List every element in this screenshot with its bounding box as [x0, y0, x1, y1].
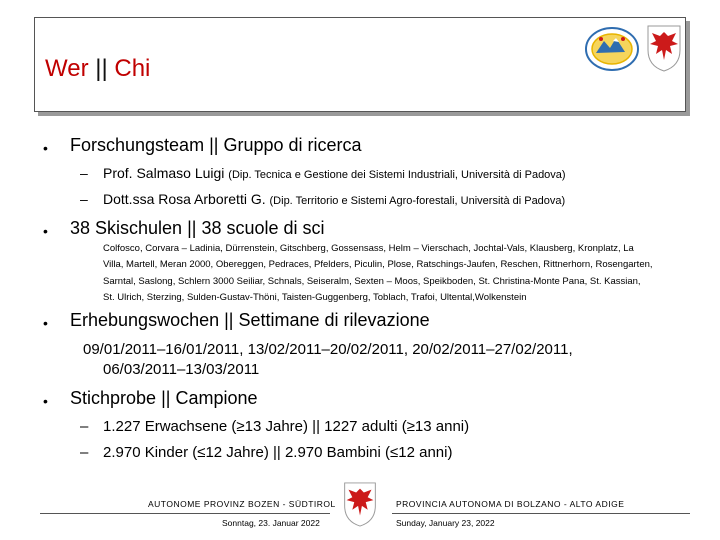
sample-heading [70, 388, 258, 409]
ski-schools-line: Villa, Martell, Meran 2000, Obereggen, Pedraces, Pfelders, Piculin, Plose, Ratschings-Jaufen, Reschen, Rittnerhorn, Rosengarten, [103, 259, 653, 271]
survey-weeks-heading [70, 310, 430, 331]
title-it: Chi [114, 55, 151, 82]
research-member [103, 191, 565, 207]
survey-weeks-de: Erhebungswochen [70, 310, 220, 330]
survey-dates-line: 09/01/2011–16/01/2011, 13/02/2011–20/02/2011, 20/02/2011–27/02/2011, [83, 341, 573, 358]
bullet-dot-icon: • [43, 223, 48, 239]
ski-schools-it: 38 scuole di sci [201, 218, 325, 238]
dash-icon: – [80, 444, 89, 461]
member-name: Dott.ssa Rosa Arboretti G. [103, 191, 266, 207]
footer-org-de: AUTONOME PROVINZ BOZEN - SÜDTIROL [148, 499, 336, 509]
ski-schools-line: Sarntal, Saslong, Schlern 3000 Seiliar, Schnals, Seiseralm, Sexten – Moos, Speikboden, St. Christina-Monte Pana, St. Kassian, [103, 275, 641, 287]
ski-schools-line: Colfosco, Corvara – Ladinia, Dürrenstein, Gitschberg, Gossensass, Helm – Vierschach, Jochtal-Vals, Klausberg, Kronplatz, La [103, 243, 634, 254]
survey-dates-line: 06/03/2011–13/03/2011 [103, 361, 260, 378]
eagle-coat-of-arms-icon [342, 481, 378, 527]
ski-schools-heading [70, 218, 325, 239]
footer-date-it: Sunday, January 23, 2022 [396, 518, 495, 528]
sample-separator: || [161, 388, 171, 408]
page-title [45, 55, 150, 83]
research-team-heading [70, 135, 362, 156]
survey-dates [83, 340, 663, 380]
sample-it: Campione [175, 388, 258, 408]
ski-schools-de: 38 Skischulen [70, 218, 183, 238]
ski-schools-separator: || [187, 218, 197, 238]
title-separator: || [95, 55, 108, 82]
survey-weeks-separator: || [224, 310, 234, 330]
footer-divider-left [40, 513, 330, 514]
association-logo [585, 27, 639, 71]
dash-icon: – [80, 191, 88, 207]
sample-de: Stichprobe [70, 388, 157, 408]
bullet-dot-icon: • [43, 315, 48, 331]
footer-divider-right [392, 513, 690, 514]
dash-icon: – [80, 418, 89, 435]
title-de: Wer [45, 55, 89, 82]
member-affiliation: (Dip. Territorio e Sistemi Agro-forestali, Università di Padova) [269, 195, 566, 207]
research-team-it: Gruppo di ricerca [223, 135, 362, 155]
sample-item: 1.227 Erwachsene (≥13 Jahre) || 1227 adulti (≥13 anni) [103, 418, 470, 435]
member-affiliation: (Dip. Tecnica e Gestione dei Sistemi Industriali, Università di Padova) [228, 169, 566, 181]
dash-icon: – [80, 165, 88, 181]
member-name: Prof. Salmaso Luigi [103, 165, 225, 181]
research-member [103, 165, 566, 181]
footer-date-de: Sonntag, 23. Januar 2022 [222, 518, 320, 528]
research-team-separator: || [209, 135, 219, 155]
ski-schools-list [103, 241, 688, 306]
eagle-coat-of-arms-icon [646, 24, 682, 72]
research-team-de: Forschungsteam [70, 135, 205, 155]
bullet-dot-icon: • [43, 140, 48, 156]
survey-weeks-it: Settimane di rilevazione [238, 310, 430, 330]
bullet-dot-icon: • [43, 393, 48, 409]
footer-org-it: PROVINCIA AUTONOMA DI BOLZANO - ALTO ADIGE [396, 499, 625, 509]
ski-schools-line: St. Ulrich, Sterzing, Sulden-Gustav-Thöni, Taisten-Guggenberg, Toblach, Trafoi, Ultental,Wolkenstein [103, 291, 527, 303]
sample-item: 2.970 Kinder (≤12 Jahre) || 2.970 Bambini (≤12 anni) [103, 444, 453, 461]
